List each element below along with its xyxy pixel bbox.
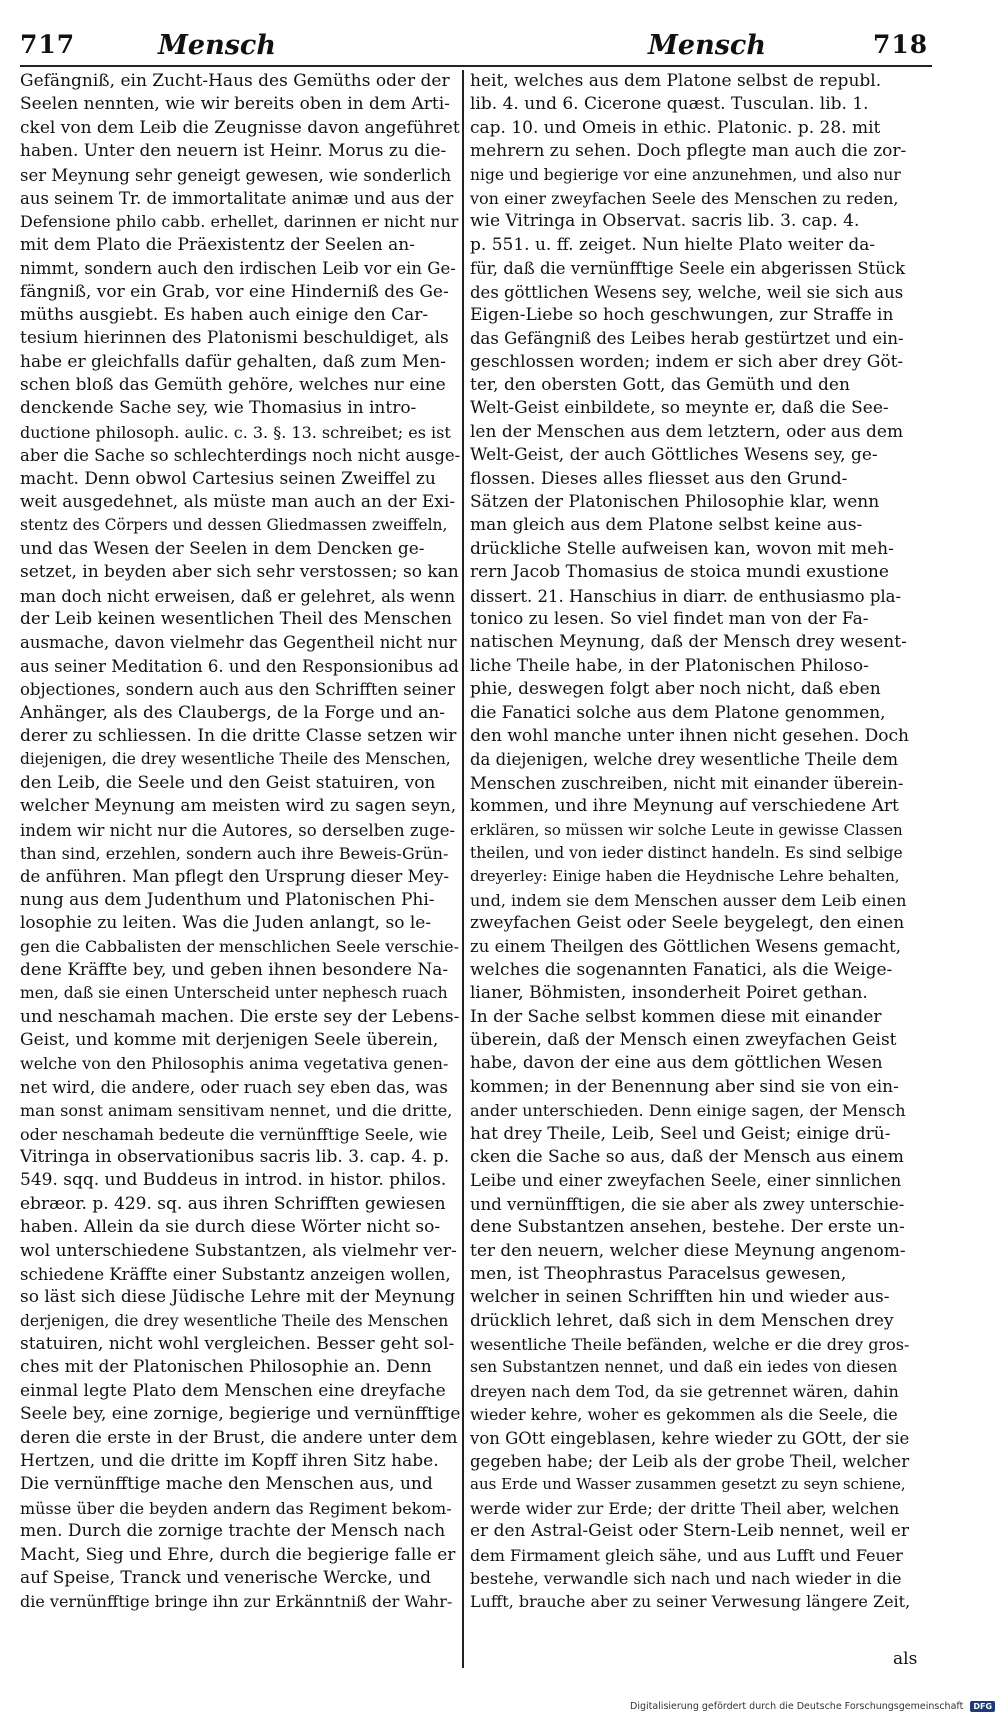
text-line: aus seiner Meditation 6. und den Responsionibus ad [20, 656, 459, 676]
text-line: aus seinem Tr. de immortalitate animæ und aus der [20, 188, 454, 208]
text-line: heit, welches aus dem Platone selbst de republ. [470, 71, 882, 91]
text-line: tonico zu lesen. So viel findet man von der Fa- [470, 608, 869, 629]
text-line: von GOtt eingeblasen, kehre wieder zu GOtt, der sie [470, 1428, 910, 1448]
column-divider [462, 70, 464, 1668]
text-line: liche Theile habe, in der Platonischen Philoso- [470, 655, 869, 676]
text-line: ter den neuern, welcher diese Meynung angenom- [470, 1240, 906, 1261]
text-line: Defensione philo cabb. erhellet, darinnen er nicht nur [20, 212, 459, 232]
text-line: wol unterschiedene Substantzen, als vielmehr ver- [20, 1240, 457, 1261]
text-line: kommen; in der Benennung aber sind sie von ein- [470, 1076, 899, 1097]
text-line: zweyfachen Geist oder Seele beygelegt, den einen [470, 913, 905, 934]
text-line: welcher in seinen Schrifften hin und wieder aus- [470, 1287, 890, 1308]
text-line: aber die Sache so schlechterdings noch nicht ausge- [20, 446, 460, 466]
text-line: rern Jacob Thomasius de stoica mundi exustione [470, 562, 889, 583]
text-line: wieder kehre, woher es gekommen als die Seele, die [470, 1405, 898, 1425]
right-page-number: 718 [873, 30, 929, 59]
text-line: cken die Sache so aus, daß der Mensch aus einem [470, 1146, 904, 1167]
left-running-head: Mensch [158, 30, 276, 61]
text-line: lianer, Böhmisten, insonderheit Poiret gethan. [470, 983, 868, 1004]
text-line: so läst sich diese Jüdische Lehre mit der Meynung [20, 1287, 456, 1308]
text-line: welche von den Philosophis anima vegetativa genen- [20, 1054, 449, 1074]
text-line: cap. 10. und Omeis in ethic. Platonic. p. 28. mit [470, 117, 881, 138]
text-line: dene Kräffte bey, und geben ihnen besondere Na- [20, 959, 449, 980]
text-line: ausmache, davon vielmehr das Gegentheil nicht nur [20, 633, 457, 653]
text-line: nung aus dem Judenthum und Platonischen Phi- [20, 889, 435, 910]
text-line: er den Astral-Geist oder Stern-Leib nennet, weil er [470, 1521, 910, 1542]
text-line: derer zu schliessen. In die dritte Classe setzen wir [20, 725, 457, 746]
text-line: nimmt, sondern auch den irdischen Leib vor ein Ge- [20, 259, 456, 279]
text-line: habe, davon der eine aus dem göttlichen Wesen [470, 1053, 883, 1074]
text-line: Eigen-Liebe so hoch geschwungen, zur Straffe in [470, 304, 894, 325]
text-line: man gleich aus dem Platone selbst keine aus- [470, 515, 863, 536]
text-line: weit ausgedehnet, als müste man auch an der Exi- [20, 492, 456, 513]
text-line: für, daß die vernünfftige Seele ein abgerissen Stück [470, 259, 906, 279]
left-page-number: 717 [20, 30, 76, 59]
text-line: Geist, und komme mit derjenigen Seele überein, [20, 1030, 439, 1051]
text-line: und neschamah machen. Die erste sey der Lebens- [20, 1006, 460, 1027]
page-header [0, 30, 1000, 66]
text-line: Gefängniß, ein Zucht-Haus des Gemüths oder der [20, 71, 450, 91]
footer-credit-text: Digitalisierung gefördert durch die Deutsche Forschungsgemeinschaft [630, 1701, 964, 1712]
text-line: losophie zu leiten. Was die Juden anlangt, so le- [20, 913, 432, 934]
text-line: Seele bey, eine zornige, begierige und vernünfftige [20, 1404, 460, 1425]
text-line: stentz des Cörpers und dessen Gliedmassen zweiffeln, [20, 516, 448, 535]
text-line: einmal legte Plato dem Menschen eine dreyfache [20, 1380, 446, 1401]
text-line: kommen, und ihre Meynung auf verschiedene Art [470, 796, 899, 817]
text-line: theilen, und von ieder distinct handeln. Es sind selbige [470, 843, 903, 862]
text-line: than sind, erzehlen, sondern auch ihre Beweis-Grün- [20, 843, 449, 863]
text-line: Hertzen, und die dritte im Kopff ihren Sitz habe. [20, 1451, 439, 1472]
text-line: phie, deswegen folgt aber noch nicht, daß eben [470, 679, 881, 700]
right-running-head: Mensch [648, 30, 766, 61]
text-line: Macht, Sieg und Ehre, durch die begierige falle er [20, 1544, 456, 1565]
text-line: den wohl manche unter ihnen nicht gesehen. Doch [470, 725, 909, 746]
text-line: und das Wesen der Seelen in dem Dencken ge- [20, 538, 425, 559]
text-line: flossen. Dieses alles fliesset aus den Grund- [470, 468, 848, 489]
text-line: ductione philosoph. aulic. c. 3. §. 13. schreibet; es ist [20, 422, 451, 442]
text-line: ter, den obersten Gott, das Gemüth und den [470, 375, 850, 396]
text-line: gegeben habe; der Leib als der grobe Theil, welcher [470, 1452, 910, 1472]
text-line: welcher Meynung am meisten wird zu sagen seyn, [20, 796, 457, 817]
text-line: nige und begierige vor eine anzunehmen, und also nur [470, 165, 901, 184]
text-line: Die vernünfftige mache den Menschen aus, und [20, 1474, 433, 1495]
text-line: statuiren, nicht wohl vergleichen. Besser geht sol- [20, 1334, 455, 1355]
text-line: Menschen zuschreiben, nicht mit einander überein- [470, 773, 904, 793]
text-line: ser Meynung sehr geneigt gewesen, wie sonderlich [20, 165, 452, 185]
text-line: aus Erde und Wasser zusammen gesetzt zu seyn schiene, [470, 1475, 906, 1494]
text-line: men, daß sie einen Unterscheid unter nephesch ruach [20, 984, 448, 1003]
text-line: bestehe, verwandle sich nach und nach wieder in die [470, 1569, 902, 1588]
text-line: Vitringa in observationibus sacris lib. 3. cap. 4. p. [20, 1146, 450, 1167]
text-line: haben. Allein da sie durch diese Wörter nicht so- [20, 1217, 441, 1238]
text-line: müths ausgiebt. Es haben auch einige den Car- [20, 304, 429, 325]
text-line: wesentliche Theile befänden, welche er die drey gros- [470, 1335, 910, 1355]
text-line: mehrern zu sehen. Doch pflegte man auch die zor- [470, 141, 907, 162]
text-line: objectiones, sondern auch aus den Schrifften seiner [20, 680, 455, 700]
text-line: Welt-Geist, der auch Göttliches Wesens sey, ge- [470, 445, 878, 466]
text-line: müsse über die beyden andern das Regiment bekom- [20, 1498, 452, 1518]
text-line: lib. 4. und 6. Cicerone quæst. Tusculan. lib. 1. [470, 94, 869, 115]
right-text-column [470, 70, 910, 1614]
text-line: man doch nicht erweisen, daß er gelehret, als wenn [20, 586, 456, 606]
text-line: macht. Denn obwol Cartesius seinen Zweiffel zu [20, 468, 436, 489]
text-line: diejenigen, die drey wesentliche Theile des Menschen, [20, 750, 451, 769]
text-line: deren die erste in der Brust, die andere unter dem [20, 1427, 458, 1448]
text-line: net wird, die andere, oder ruach sey eben das, was [20, 1077, 448, 1097]
text-line: drücklich lehret, daß sich in dem Menschen drey [470, 1310, 894, 1331]
text-line: schen bloß das Gemüth gehöre, welches nur eine [20, 375, 446, 396]
header-rule [20, 65, 932, 67]
text-line: haben. Unter den neuern ist Heinr. Morus zu die- [20, 141, 447, 162]
text-line: dem Firmament gleich sähe, und aus Lufft und Feuer [470, 1545, 903, 1565]
text-line: Sätzen der Platonischen Philosophie klar, wenn [470, 492, 880, 513]
text-line: setzet, in beyden aber sich sehr verstossen; so kan [20, 562, 459, 583]
text-line: denckende Sache sey, wie Thomasius in intro- [20, 398, 417, 419]
text-line: wie Vitringa in Observat. sacris lib. 3. cap. 4. [470, 211, 860, 232]
text-line: ckel von dem Leib die Zeugnisse davon angeführet [20, 117, 460, 138]
text-line: ander unterschieden. Denn einige sagen, der Mensch [470, 1101, 906, 1121]
text-line: In der Sache selbst kommen diese mit einander [470, 1006, 882, 1027]
text-line: Seelen nennten, wie wir bereits oben in dem Arti- [20, 94, 450, 115]
text-line: indem wir nicht nur die Autores, so derselben zuge- [20, 820, 456, 840]
text-line: tesium hierinnen des Platonismi beschuldiget, als [20, 328, 449, 349]
text-line: gen die Cabbalisten der menschlichen Seele verschie- [20, 937, 459, 957]
text-line: hat drey Theile, Leib, Seel und Geist; einige drü- [470, 1123, 891, 1144]
text-line: de anführen. Man pflegt den Ursprung dieser Mey- [20, 867, 450, 887]
text-line: sen Substantzen nennet, und daß ein iedes von diesen [470, 1358, 898, 1377]
text-line: schiedene Kräffte einer Substantz anzeigen wollen, [20, 1264, 451, 1284]
text-line: da diejenigen, welche drey wesentliche Theile dem [470, 750, 899, 770]
text-line: erklären, so müssen wir solche Leute in gewisse Classen [470, 820, 903, 839]
catchword: als [893, 1649, 918, 1669]
left-text-column [20, 70, 460, 1614]
text-line: der Leib keinen wesentlichen Theil des Menschen [20, 608, 452, 629]
text-line: derjenigen, die drey wesentliche Theile des Menschen [20, 1311, 449, 1330]
text-line: das Gefängniß des Leibes herab gestürtzet und ein- [470, 329, 904, 349]
text-line: geschlossen worden; indem er sich aber drey Göt- [470, 351, 904, 372]
text-line: auf Speise, Tranck und venerische Wercke, und [20, 1568, 431, 1588]
text-line: des göttlichen Wesens sey, welche, weil sie sich aus [470, 282, 904, 302]
text-line: Lufft, brauche aber zu seiner Verwesung längere Zeit, [470, 1592, 910, 1612]
text-line: men, ist Theophrastus Paracelsus gewesen, [470, 1263, 847, 1284]
text-line: den Leib, die Seele und den Geist statuiren, von [20, 772, 436, 793]
text-line: und vernünfftigen, die sie aber als zwey unterschie- [470, 1194, 905, 1214]
text-line: fängniß, vor ein Grab, vor eine Hinderniß des Ge- [20, 281, 449, 302]
text-line: ebræor. p. 429. sq. aus ihren Schrifften gewiesen [20, 1193, 446, 1214]
text-line: len der Menschen aus dem letztern, oder aus dem [470, 421, 904, 442]
text-line: die Fanatici solche aus dem Platone genommen, [470, 702, 886, 723]
text-line: dissert. 21. Hanschius in diarr. de enthusiasmo pla- [470, 586, 902, 606]
text-line: dreyen nach dem Tod, da sie getrennet wären, dahin [470, 1381, 899, 1401]
text-line: oder neschamah bedeute die vernünfftige Seele, wie [20, 1124, 448, 1144]
text-line: man sonst animam sensitivam nennet, und die dritte, [20, 1101, 453, 1121]
text-line: die vernünfftige bringe ihn zur Erkänntniß der Wahr- [20, 1592, 453, 1612]
text-line: mit dem Plato die Präexistentz der Seelen an- [20, 234, 415, 255]
text-line: und, indem sie dem Menschen ausser dem Leib einen [470, 890, 907, 910]
text-line: welches die sogenannten Fanatici, als die Weige- [470, 959, 893, 980]
text-line: Welt-Geist einbildete, so meynte er, daß die See- [470, 398, 889, 419]
text-line: Leibe und einer zweyfachen Seele, einer sinnlichen [470, 1171, 902, 1191]
dfg-logo: DFG [970, 1701, 995, 1712]
text-line: p. 551. u. ff. zeiget. Nun hielte Plato weiter da- [470, 234, 876, 255]
text-line: dreyerley: Einige haben die Heydnische Lehre behalten, [470, 867, 900, 886]
text-line: men. Durch die zornige trachte der Mensch nach [20, 1521, 446, 1542]
text-line: habe er gleichfalls dafür gehalten, daß zum Men- [20, 351, 447, 372]
text-line: dene Substantzen ansehen, bestehe. Der erste un- [470, 1217, 905, 1238]
text-line: ches mit der Platonischen Philosophie an. Denn [20, 1357, 432, 1378]
text-line: 549. sqq. und Buddeus in introd. in histor. philos. [20, 1170, 447, 1191]
text-line: werde wider zur Erde; der dritte Theil aber, welchen [470, 1498, 900, 1518]
text-line: überein, daß der Mensch einen zweyfachen Geist [470, 1030, 897, 1051]
text-line: drückliche Stelle aufweisen kan, wovon mit meh- [470, 538, 894, 559]
text-line: von einer zweyfachen Seele des Menschen zu reden, [470, 188, 899, 208]
text-line: Anhänger, als des Claubergs, de la Forge und an- [20, 702, 445, 723]
footer-credit [630, 1701, 995, 1712]
text-line: zu einem Theilgen des Göttlichen Wesens gemacht, [470, 937, 902, 957]
text-line: natischen Meynung, daß der Mensch drey wesent- [470, 632, 907, 653]
